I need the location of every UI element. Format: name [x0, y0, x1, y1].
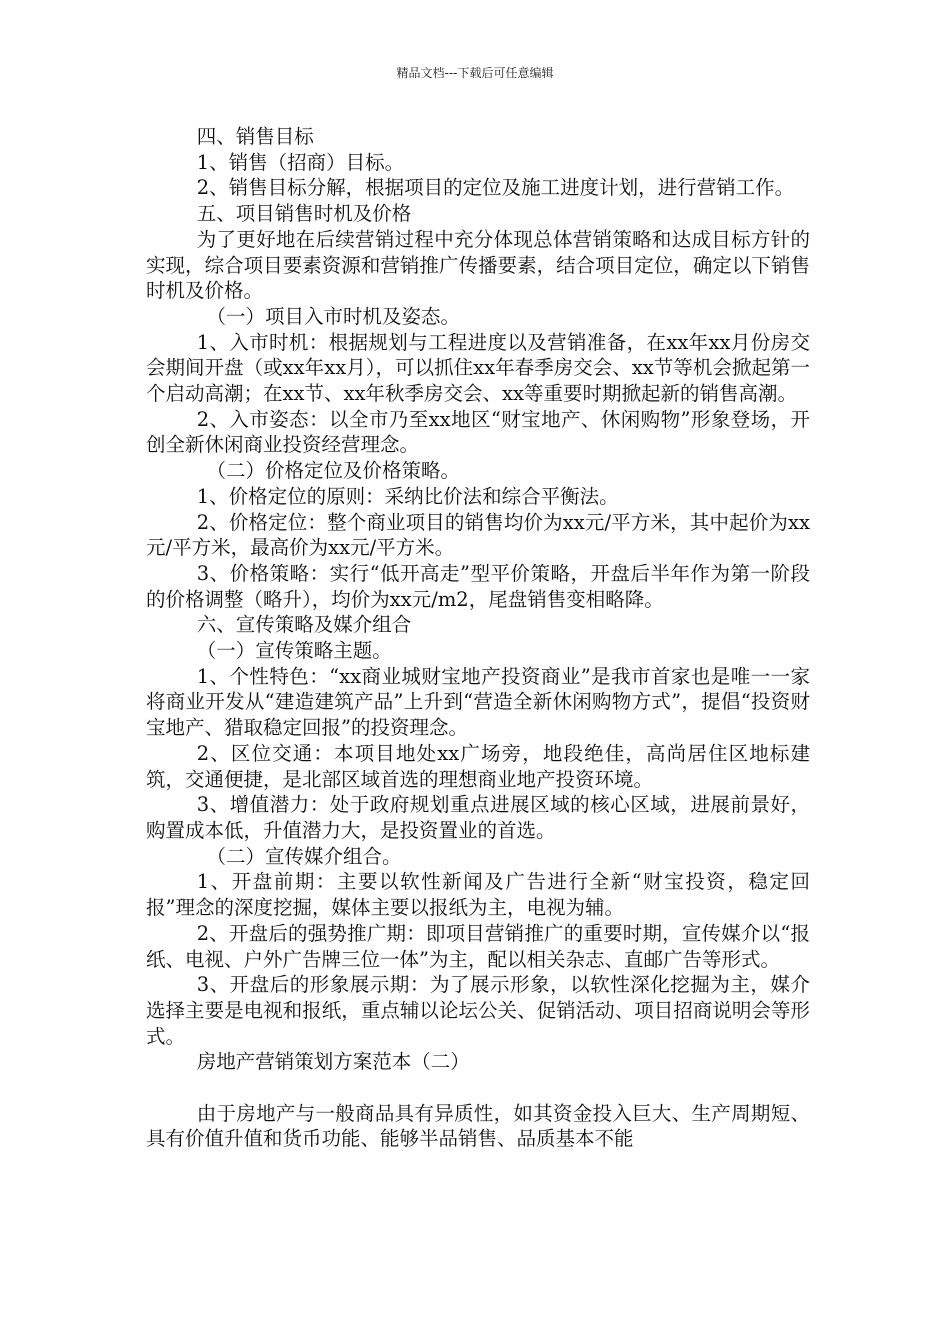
- paragraph: 1、价格定位的原则：采纳比价法和综合平衡法。: [196, 484, 619, 508]
- section-heading: 六、宣传策略及媒介组合: [196, 613, 412, 637]
- blank-line: [146, 1075, 810, 1101]
- paragraph: 2、区位交通：本项目地处xx广场旁，地段绝佳，高尚居住区地标建筑，交通便捷，是北部区域首选的理想商业地产投资环境。: [146, 741, 810, 791]
- section-heading: 四、销售目标: [196, 125, 314, 148]
- paragraph: 2、开盘后的强势推广期：即项目营销推广的重要时期，宣传媒介以“报纸、电视、户外广告牌三位一体”为主，配以相关杂志、直邮广告等形式。: [146, 921, 810, 971]
- paragraph: 3、开盘后的形象展示期：为了展示形象，以软性深化挖掘为主，媒介选择主要是电视和报纸，重点辅以论坛公关、促销活动、项目招商说明会等形式。: [146, 973, 810, 1048]
- subsection-heading: （二）宣传媒介组合。: [206, 844, 402, 868]
- paragraph: 1、个性特色：“xx商业城财宝地产投资商业”是我市首家也是唯一一家将商业开发从“建造建筑产品”上升到“营造全新休闲购物方式”，提倡“投资财宝地产、猎取稳定回报”的投资理念。: [146, 664, 810, 740]
- subsection-heading: （二）价格定位及价格策略。: [206, 459, 460, 483]
- subsection-heading: （一）项目入市时机及姿态。: [206, 304, 460, 328]
- paragraph: 1、销售（招商）目标。: [196, 150, 405, 174]
- paragraph: 3、增值潜力：处于政府规划重点进展区域的核心区域，进展前景好，购置成本低，升值潜力大，是投资置业的首选。: [146, 793, 810, 842]
- paragraph: 2、入市姿态：以全市乃至xx地区“财宝地产、休闲购物”形象登场，开创全新休闲商业投资经营理念。: [146, 407, 810, 457]
- paragraph: 1、开盘前期：主要以软性新闻及广告进行全新“财宝投资，稳定回报”理念的深度挖掘，媒体主要以报纸为主，电视为辅。: [146, 870, 810, 920]
- section-heading: 房地产营销策划方案范本（二）: [196, 1050, 470, 1074]
- page-header: 精品文档---下载后可任意编辑: [396, 66, 554, 80]
- document-body: [146, 124, 810, 1152]
- subsection-heading: （一）宣传策略主题。: [196, 639, 392, 663]
- paragraph: 为了更好地在后续营销过程中充分体现总体营销策略和达成目标方针的实现，综合项目要素资源和营销推广传播要素，结合项目定位，确定以下销售时机及价格。: [146, 227, 810, 303]
- paragraph: 由于房地产与一般商品具有异质性，如其资金投入巨大、生产周期短、具有价值升值和货币功能、能够半品销售、品质基本不能: [146, 1101, 810, 1151]
- paragraph: 2、价格定位：整个商业项目的销售均价为xx元/平方米，其中起价为xx元/平方米，最高价为xx元/平方米。: [146, 510, 810, 560]
- paragraph: 1、入市时机：根据规划与工程进度以及营销准备，在xx年xx月份房交会期间开盘（或xx年xx月），可以抓住xx年春季房交会、xx节等机会掀起第一个启动高潮；在xx节、xx年秋季房交会、xx等重要时期掀起新的销售高潮。: [146, 330, 810, 406]
- section-heading: 五、项目销售时机及价格: [196, 202, 412, 226]
- paragraph: 3、价格策略：实行“低开高走”型平价策略，开盘后半年作为第一阶段的价格调整（略升），均价为xx元/m2，尾盘销售变相略降。: [146, 561, 810, 611]
- paragraph: 2、销售目标分解，根据项目的定位及施工进度计划，进行营销工作。: [196, 176, 795, 200]
